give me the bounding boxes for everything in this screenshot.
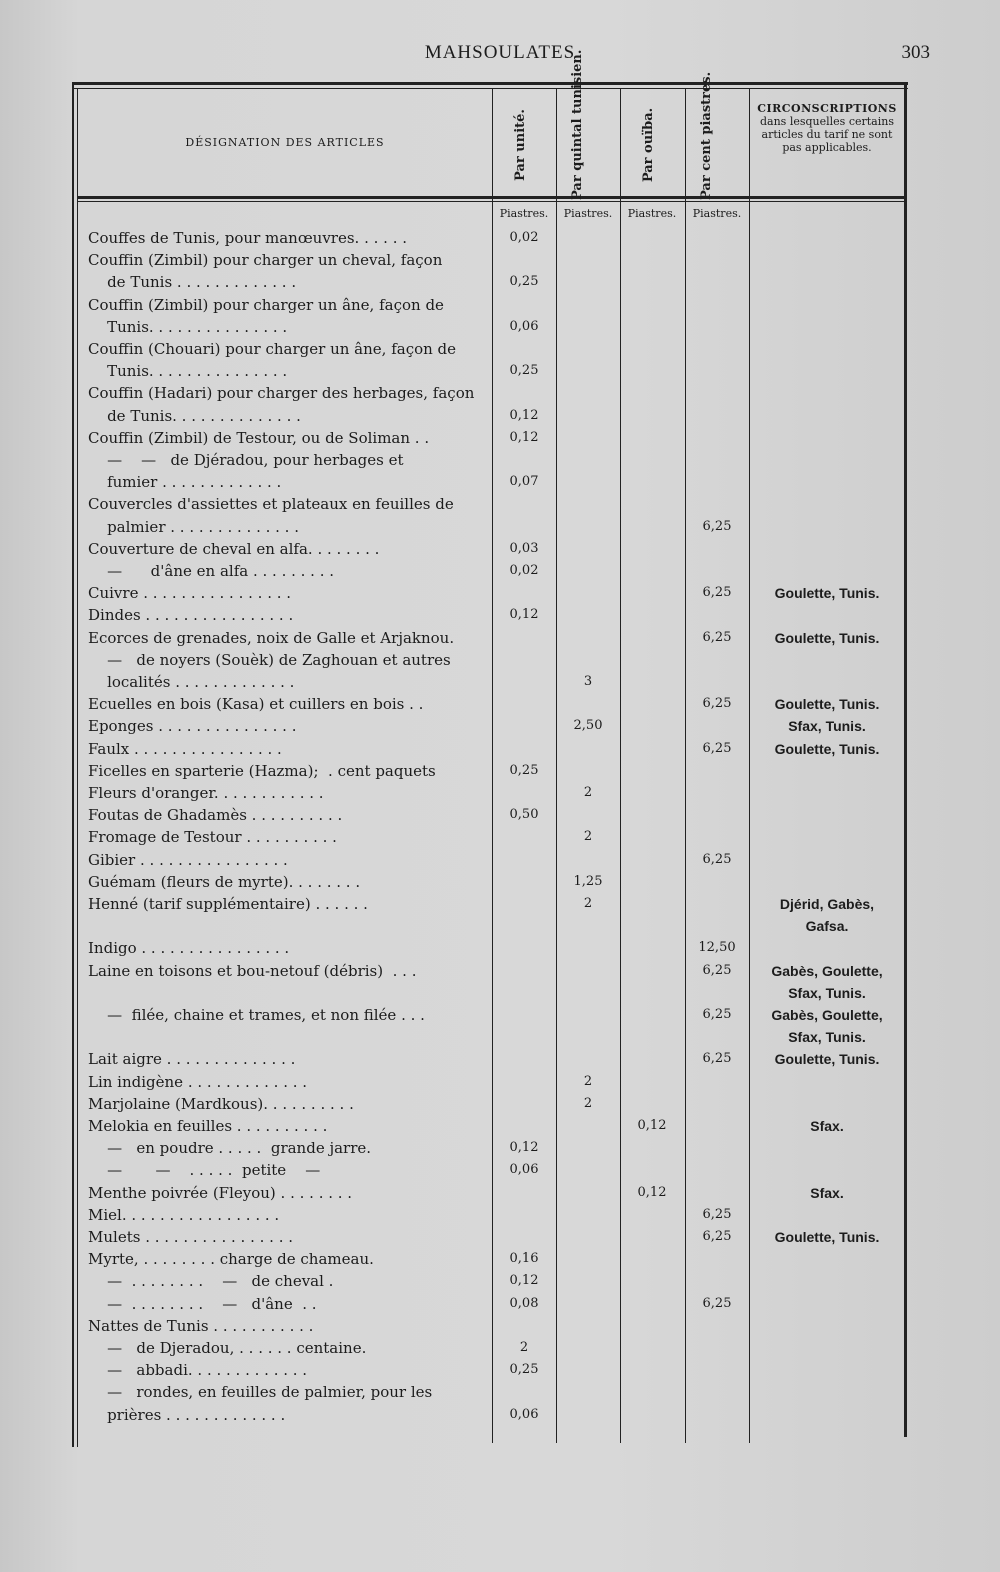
table-row	[0, 893, 1000, 915]
article-designation: fumier . . . . . . . . . . . . .	[88, 473, 282, 492]
article-designation	[88, 1026, 488, 1048]
article-designation: Menthe poivrée (Fleyou) . . . . . . . .	[88, 1183, 353, 1202]
table-row	[0, 382, 1000, 404]
article-designation: Couvercles d'assiettes et plateaux en feuilles de	[88, 495, 454, 514]
cell-c1: 0,12	[509, 1273, 539, 1289]
table-row	[0, 604, 1000, 626]
article-designation: Nattes de Tunis . . . . . . . . . . .	[88, 1316, 314, 1335]
table-row	[0, 294, 1000, 316]
article-designation: Henné (tarif supplémentaire) . . . . . .	[88, 895, 368, 913]
article-designation: Cuivre . . . . . . . . . . . . . . . .	[88, 584, 292, 603]
frame-top-rule-inner	[72, 88, 908, 89]
table-row	[0, 1115, 1000, 1137]
table-row	[0, 1026, 1000, 1048]
table-row	[0, 1404, 1000, 1426]
article-designation: Ficelles en sparterie (Hazma); . cent paquets	[88, 761, 436, 780]
table-row	[0, 738, 1000, 760]
cell-c1: 0,12	[509, 1140, 539, 1156]
table-row	[0, 871, 1000, 893]
running-title: MAHSOULATES	[424, 42, 576, 63]
cell-c4: 6,25	[702, 1007, 732, 1022]
table-row	[0, 360, 1000, 382]
article-designation: Couffin (Zimbil) pour charger un âne, façon de	[88, 295, 444, 314]
table-row	[0, 449, 1000, 471]
article-designation: Ecuelles en bois (Kasa) et cuillers en bois . .	[88, 695, 424, 714]
cell-c3: 0,12	[637, 1118, 667, 1133]
cell-c2: 2	[583, 829, 593, 845]
column-header-par-unite: Par unité.	[513, 109, 528, 181]
cell-c1: 0,06	[509, 1162, 539, 1178]
table-row	[0, 1315, 1000, 1337]
cell-c5: Goulette, Tunis.	[774, 740, 880, 757]
article-designation: — . . . . . . . . — d'âne . .	[88, 1294, 317, 1313]
cell-c4: 6,25	[702, 1206, 732, 1222]
table-row	[0, 1159, 1000, 1181]
cell-c4: 12,50	[698, 940, 736, 956]
cell-c5: Sfax.	[810, 1118, 844, 1134]
table-row	[0, 849, 1000, 871]
article-designation: Lait aigre . . . . . . . . . . . . . .	[88, 1050, 296, 1069]
table-row	[0, 1182, 1000, 1204]
cell-c4: 6,25	[702, 1229, 732, 1244]
circ-title: CIRCONSCRIPTIONS	[757, 102, 897, 115]
table-row	[0, 1004, 1000, 1026]
cell-c2: 2,50	[573, 718, 603, 734]
cell-c5: Gafsa.	[805, 918, 849, 935]
table-row	[0, 538, 1000, 560]
cell-c1: 0,50	[509, 807, 539, 823]
article-designation: Ecorces de grenades, noix de Galle et Arjaknou.	[88, 628, 455, 647]
cell-c1: 0,02	[509, 230, 539, 245]
table-row	[0, 271, 1000, 293]
table-row	[0, 1226, 1000, 1248]
cell-c4: 6,25	[702, 1295, 732, 1311]
cell-c2: 3	[583, 674, 593, 689]
table-row	[0, 316, 1000, 338]
column-header-par-cent	[699, 71, 734, 200]
cell-c5: Gabès, Goulette,	[771, 1007, 883, 1023]
cell-c1: 0,25	[509, 1362, 539, 1378]
cell-c3: 0,12	[637, 1184, 667, 1200]
table-row	[0, 693, 1000, 715]
cell-c4: 6,25	[702, 518, 732, 534]
table-row	[0, 1381, 1000, 1403]
article-designation: Fleurs d'oranger. . . . . . . . . . . .	[88, 784, 324, 802]
article-designation: de Tunis. . . . . . . . . . . . . .	[88, 406, 301, 425]
table-row	[0, 627, 1000, 649]
column-header-par-ouiba: Par ouïba.	[641, 107, 656, 183]
cell-c2: 2	[583, 1095, 593, 1111]
table-row	[0, 649, 1000, 671]
article-designation: Melokia en feuilles . . . . . . . . . .	[88, 1117, 328, 1135]
article-designation: — — . . . . . petite —	[88, 1161, 321, 1180]
table-row	[0, 1093, 1000, 1115]
table-row	[0, 826, 1000, 848]
table-row	[0, 560, 1000, 582]
cell-c4: 6,25	[702, 740, 732, 756]
cell-c4: 6,25	[702, 585, 732, 601]
unit-label-c4: Piastres.	[692, 207, 742, 220]
cell-c5: Goulette, Tunis.	[774, 696, 880, 713]
cell-c1: 0,25	[509, 274, 539, 290]
article-designation: Indigo . . . . . . . . . . . . . . . .	[88, 939, 290, 958]
table-row	[0, 471, 1000, 493]
article-designation: Couffin (Hadari) pour charger des herbages, façon	[88, 384, 475, 403]
cell-c1: 0,06	[509, 1406, 539, 1422]
article-designation: Dindes . . . . . . . . . . . . . . . .	[88, 606, 294, 625]
article-designation: Gibier . . . . . . . . . . . . . . . .	[88, 850, 288, 869]
cell-c4: 6,25	[702, 1051, 732, 1067]
header-bottom-rule	[78, 196, 904, 199]
cell-c1: 0,02	[509, 563, 539, 578]
column-header-circonscriptions	[752, 102, 902, 154]
table-row	[0, 671, 1000, 693]
table-row	[0, 338, 1000, 360]
cell-c4: 6,25	[702, 696, 732, 712]
article-designation: Foutas de Ghadamès . . . . . . . . . .	[88, 806, 343, 825]
cell-c1: 0,03	[509, 540, 539, 556]
table-row	[0, 582, 1000, 604]
table-row	[0, 760, 1000, 782]
article-designation: Couffes de Tunis, pour manœuvres. . . . . .	[88, 229, 407, 247]
par-cent-label: Par cent piastres.	[699, 71, 714, 200]
table-row	[0, 982, 1000, 1004]
table-row	[0, 1293, 1000, 1315]
cell-c1: 0,12	[509, 407, 539, 423]
cell-c5: Goulette, Tunis.	[774, 1229, 880, 1245]
article-designation: Eponges . . . . . . . . . . . . . . .	[88, 717, 297, 736]
article-designation: Couverture de cheval en alfa. . . . . . . .	[88, 539, 380, 558]
article-designation: de Tunis . . . . . . . . . . . . .	[88, 273, 297, 292]
article-designation: Lin indigène . . . . . . . . . . . . .	[88, 1072, 308, 1091]
cell-c2: 2	[583, 785, 593, 800]
article-designation: prières . . . . . . . . . . . . .	[88, 1405, 286, 1424]
table-row	[0, 1137, 1000, 1159]
cell-c2: 1,25	[573, 873, 603, 889]
cell-c5: Gabès, Goulette,	[771, 962, 883, 979]
article-designation: — . . . . . . . . — de cheval .	[88, 1272, 334, 1291]
cell-c5: Goulette, Tunis.	[774, 585, 880, 602]
article-designation: — filée, chaine et trames, et non filée . . .	[88, 1006, 425, 1024]
article-designation: Tunis. . . . . . . . . . . . . . .	[88, 317, 288, 336]
table-row	[0, 227, 1000, 249]
article-designation: — de Djeradou, . . . . . . centaine.	[88, 1339, 367, 1357]
table-row	[0, 1071, 1000, 1093]
column-header-par-quintal	[570, 49, 605, 200]
par-quintal-label: Par quintal tunisien.	[570, 49, 585, 200]
cell-c5: Sfax.	[810, 1184, 844, 1201]
article-designation: Fromage de Testour . . . . . . . . . .	[88, 828, 337, 847]
table-row	[0, 1270, 1000, 1292]
article-designation: — abbadi. . . . . . . . . . . . .	[88, 1361, 308, 1380]
article-designation: Mulets . . . . . . . . . . . . . . . .	[88, 1228, 293, 1246]
cell-c1: 0,12	[509, 607, 539, 623]
article-designation: Couffin (Chouari) pour charger un âne, façon de	[88, 340, 457, 358]
article-designation: Marjolaine (Mardkous). . . . . . . . . .	[88, 1094, 354, 1113]
article-designation: Tunis. . . . . . . . . . . . . . .	[88, 362, 288, 381]
article-designation: — de noyers (Souèk) de Zaghouan et autres	[88, 650, 451, 669]
unit-label-c2: Piastres.	[563, 207, 613, 220]
cell-c1: 0,25	[509, 762, 539, 778]
column-header-designation: DÉSIGNATION DES ARTICLES	[185, 136, 385, 149]
article-designation: Guémam (fleurs de myrte). . . . . . . .	[88, 872, 361, 891]
cell-c4: 6,25	[702, 962, 732, 978]
article-designation: Couffin (Zimbil) de Testour, ou de Soliman . .	[88, 428, 430, 447]
table-row	[0, 804, 1000, 826]
article-designation: Myrte, . . . . . . . . charge de chameau.	[88, 1250, 374, 1269]
circ-text: dans lesquelles certains articles du tarif ne sont pas applicables.	[760, 115, 894, 154]
header-bottom-rule-inner	[78, 201, 904, 202]
article-designation: palmier . . . . . . . . . . . . . .	[88, 517, 299, 536]
cell-c4: 6,25	[702, 629, 732, 645]
table-row	[0, 915, 1000, 937]
cell-c4: 6,25	[702, 851, 732, 867]
cell-c1: 0,12	[509, 429, 539, 445]
article-designation: — en poudre . . . . . grande jarre.	[88, 1139, 372, 1158]
table-row	[0, 960, 1000, 982]
article-designation: — d'âne en alfa . . . . . . . . .	[88, 562, 335, 580]
cell-c5: Sfax, Tunis.	[788, 718, 866, 735]
table-row	[0, 249, 1000, 271]
cell-c5: Goulette, Tunis.	[774, 629, 880, 646]
table-row	[0, 1048, 1000, 1070]
cell-c5: Sfax, Tunis.	[788, 1029, 866, 1046]
table-row	[0, 493, 1000, 515]
table-row	[0, 1359, 1000, 1381]
article-designation: Faulx . . . . . . . . . . . . . . . .	[88, 739, 282, 758]
table-row	[0, 405, 1000, 427]
table-row	[0, 427, 1000, 449]
article-designation	[88, 915, 488, 937]
table-row	[0, 1248, 1000, 1270]
unit-label-c1: Piastres.	[499, 207, 549, 220]
cell-c1: 0,07	[509, 474, 539, 490]
table-row	[0, 782, 1000, 804]
table-row	[0, 1337, 1000, 1359]
cell-c1: 0,16	[509, 1251, 539, 1267]
article-designation	[88, 982, 488, 1004]
article-designation: localités . . . . . . . . . . . . .	[88, 673, 295, 691]
cell-c1: 0,25	[509, 363, 539, 379]
cell-c2: 2	[583, 896, 593, 911]
frame-top-rule	[72, 82, 908, 85]
cell-c5: Goulette, Tunis.	[774, 1051, 880, 1068]
article-designation: Couffin (Zimbil) pour charger un cheval, façon	[88, 251, 443, 270]
page-number: 303	[901, 42, 930, 63]
cell-c1: 0,06	[509, 318, 539, 334]
article-designation: Miel. . . . . . . . . . . . . . . . .	[88, 1205, 280, 1224]
table-row	[0, 1204, 1000, 1226]
article-designation: Laine en toisons et bou-netouf (débris) . . .	[88, 961, 417, 980]
table-row	[0, 516, 1000, 538]
table-row	[0, 715, 1000, 737]
cell-c5: Sfax, Tunis.	[788, 984, 866, 1001]
table-row	[0, 937, 1000, 959]
cell-c1: 0,08	[509, 1295, 539, 1311]
article-designation: — rondes, en feuilles de palmier, pour les	[88, 1383, 433, 1402]
article-designation: — — de Djéradou, pour herbages et	[88, 451, 404, 469]
unit-label-c3: Piastres.	[627, 207, 677, 220]
cell-c1: 2	[519, 1340, 529, 1355]
cell-c2: 2	[583, 1073, 593, 1089]
cell-c5: Djérid, Gabès,	[779, 896, 875, 912]
